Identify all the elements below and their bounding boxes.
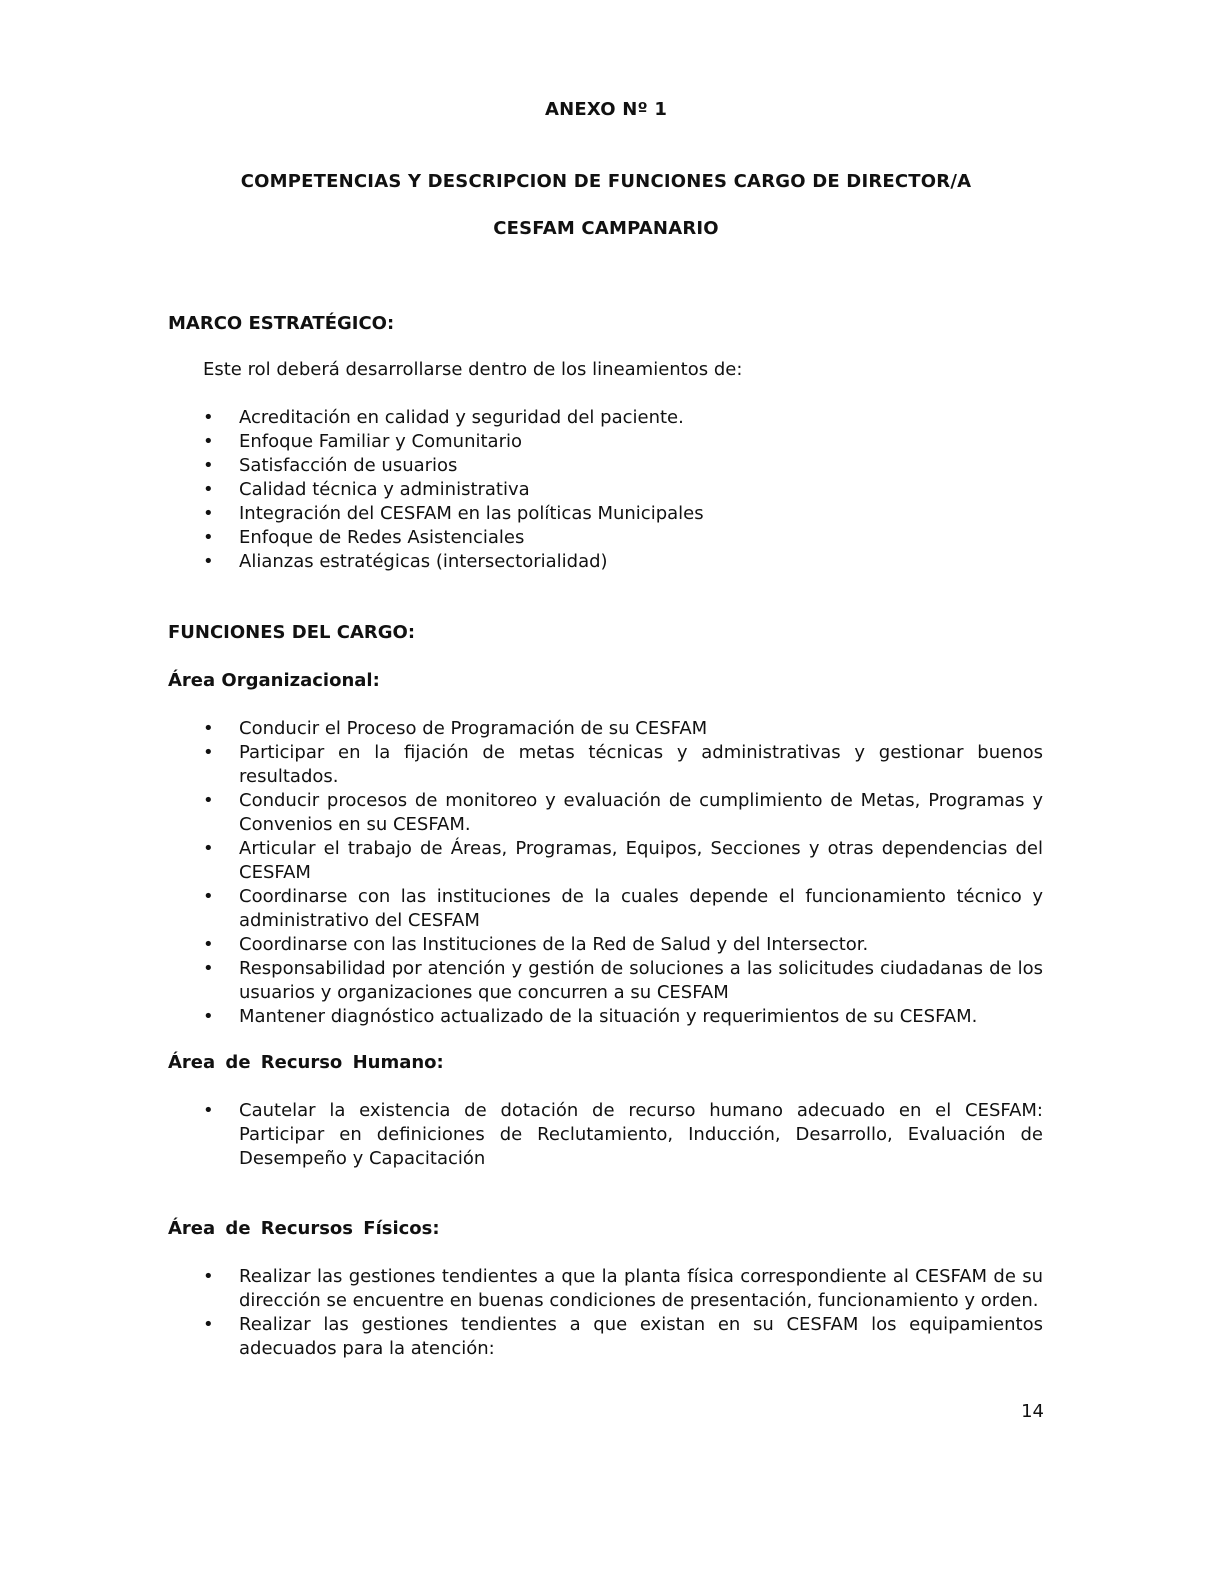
list-item-text: Coordinarse con las instituciones de la cuales depende el funcionamiento técnico y administrativo del CESFAM — [239, 886, 1043, 931]
list-item-text: Acreditación en calidad y seguridad del paciente. — [239, 407, 684, 428]
bullet-icon: • — [203, 934, 214, 955]
bullet-icon: • — [203, 455, 214, 476]
bullet-icon: • — [203, 958, 214, 979]
bullet-icon: • — [203, 527, 214, 548]
document-subtitle: CESFAM CAMPANARIO — [493, 218, 719, 239]
bullet-icon: • — [203, 503, 214, 524]
list-item — [203, 717, 1043, 741]
bullet-icon: • — [203, 1266, 214, 1287]
subsection-heading-organizacional: Área Organizacional: — [168, 670, 380, 691]
list-item-text: Mantener diagnóstico actualizado de la situación y requerimientos de su CESFAM. — [239, 1006, 978, 1027]
bullet-icon: • — [203, 431, 214, 452]
list-item — [203, 1005, 1043, 1029]
list-item — [203, 550, 1043, 574]
list-item — [203, 1313, 1043, 1361]
bullet-icon: • — [203, 479, 214, 500]
list-item-text: Realizar las gestiones tendientes a que la planta física correspondiente al CESFAM de su dirección se encuentre en buenas condiciones de presentación, funcionamiento y orden. — [239, 1266, 1043, 1311]
list-item-text: Alianzas estratégicas (intersectorialidad) — [239, 551, 608, 572]
bullet-icon: • — [203, 551, 214, 572]
bullet-icon: • — [203, 1314, 214, 1335]
list-item-text: Responsabilidad por atención y gestión de soluciones a las solicitudes ciudadanas de los usuarios y organizaciones que concurren a su CESFAM — [239, 958, 1043, 1003]
list-item-text: Participar en la fijación de metas técnicas y administrativas y gestionar buenos resultados. — [239, 742, 1043, 787]
list-item — [203, 885, 1043, 933]
bullet-icon: • — [203, 1006, 214, 1027]
bullet-icon: • — [203, 790, 214, 811]
document-title: COMPETENCIAS Y DESCRIPCION DE FUNCIONES CARGO DE DIRECTOR/A — [240, 171, 972, 192]
list-item-text: Satisfacción de usuarios — [239, 455, 458, 476]
list-item — [203, 789, 1043, 837]
bullet-icon: • — [203, 407, 214, 428]
subsection-heading-recurso-humano: Área de Recurso Humano: — [168, 1052, 444, 1073]
list-item-text: Integración del CESFAM en las políticas Municipales — [239, 503, 704, 524]
recursos-fisicos-list — [203, 1265, 1043, 1361]
list-item-text: Conducir procesos de monitoreo y evaluación de cumplimiento de Metas, Programas y Convenios en su CESFAM. — [239, 790, 1043, 835]
list-item-text: Realizar las gestiones tendientes a que existan en su CESFAM los equipamientos adecuados para la atención: — [239, 1314, 1043, 1359]
marco-list — [203, 406, 1043, 574]
page-number: 14 — [1021, 1401, 1044, 1422]
annex-heading: ANEXO Nº 1 — [544, 99, 668, 120]
list-item — [203, 406, 1043, 430]
list-item — [203, 741, 1043, 789]
bullet-icon: • — [203, 838, 214, 859]
bullet-icon: • — [203, 886, 214, 907]
marco-intro: Este rol deberá desarrollarse dentro de los lineamientos de: — [203, 359, 743, 380]
organizacional-list — [203, 717, 1043, 1029]
bullet-icon: • — [203, 1100, 214, 1121]
section-heading-funciones: FUNCIONES DEL CARGO: — [168, 622, 416, 643]
list-item-text: Enfoque Familiar y Comunitario — [239, 431, 522, 452]
list-item — [203, 1265, 1043, 1313]
list-item — [203, 957, 1043, 1005]
list-item-text: Conducir el Proceso de Programación de su CESFAM — [239, 718, 708, 739]
recurso-humano-list — [203, 1099, 1043, 1171]
list-item — [203, 837, 1043, 885]
list-item-text: Articular el trabajo de Áreas, Programas, Equipos, Secciones y otras dependencias del CESFAM — [239, 838, 1043, 883]
list-item — [203, 502, 1043, 526]
list-item — [203, 454, 1043, 478]
subsection-heading-recursos-fisicos: Área de Recursos Físicos: — [168, 1218, 440, 1239]
list-item — [203, 1099, 1043, 1171]
bullet-icon: • — [203, 742, 214, 763]
list-item-text: Coordinarse con las Instituciones de la Red de Salud y del Intersector. — [239, 934, 869, 955]
list-item — [203, 526, 1043, 550]
list-item — [203, 933, 1043, 957]
list-item — [203, 430, 1043, 454]
list-item-text: Calidad técnica y administrativa — [239, 479, 530, 500]
list-item — [203, 478, 1043, 502]
list-item-text: Enfoque de Redes Asistenciales — [239, 527, 525, 548]
bullet-icon: • — [203, 718, 214, 739]
list-item-text: Cautelar la existencia de dotación de recurso humano adecuado en el CESFAM: Participar en definiciones de Reclutamiento, Inducción, Desarrollo, Evaluación de Desempeño y Capacitación — [239, 1100, 1043, 1169]
section-heading-marco: MARCO ESTRATÉGICO: — [168, 313, 395, 334]
